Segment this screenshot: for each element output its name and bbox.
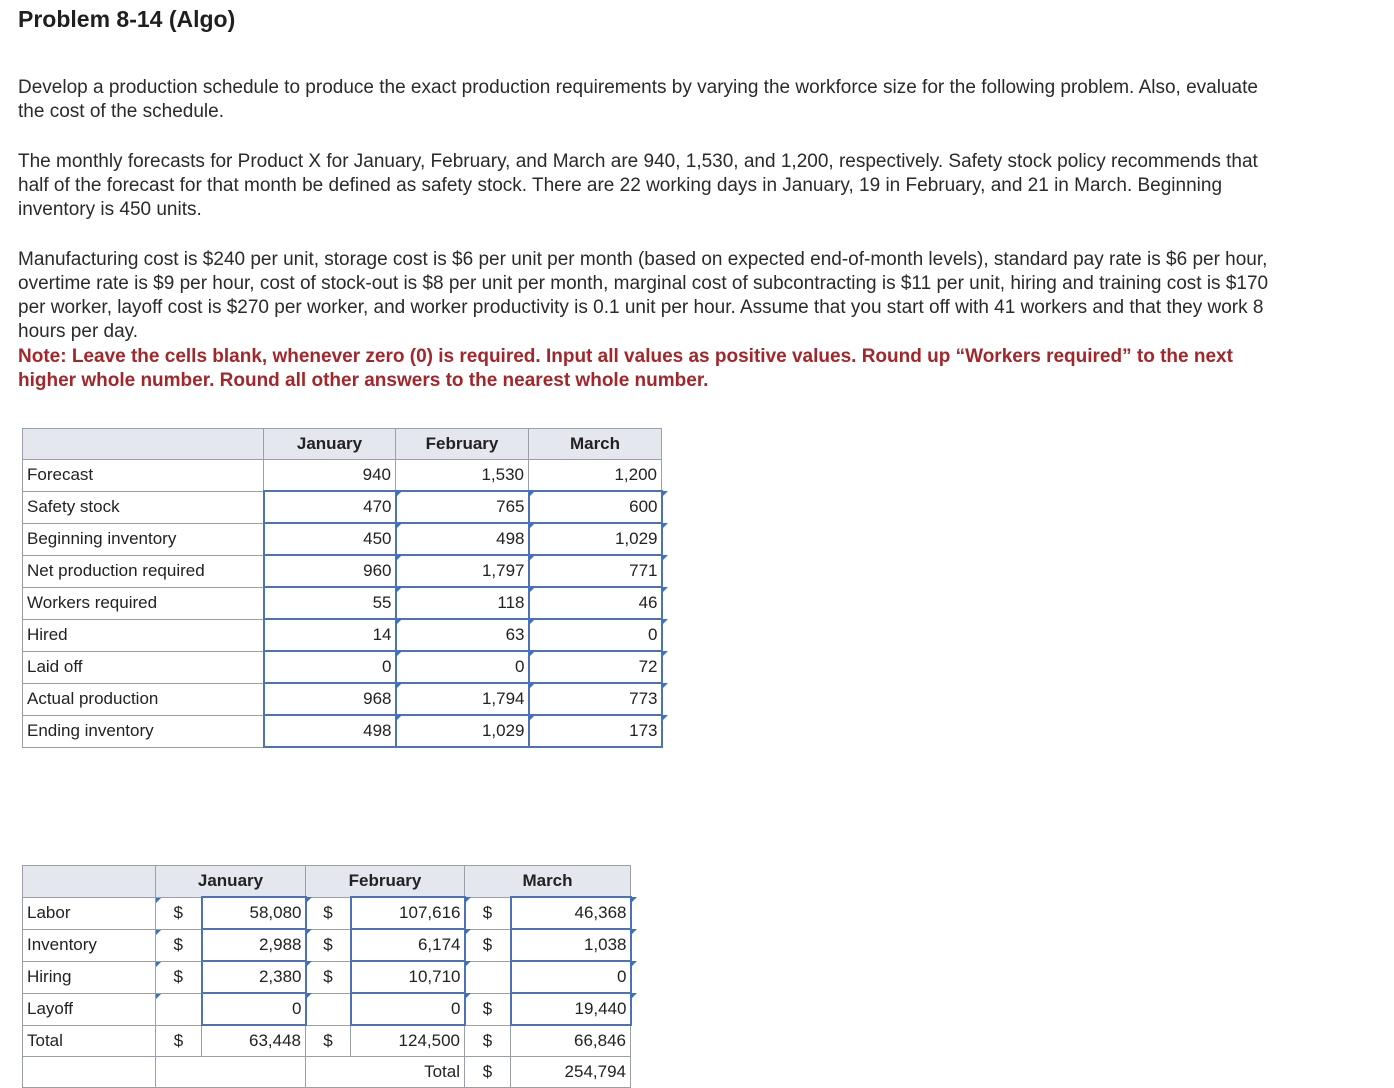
table-row: [23, 1025, 631, 1057]
table-row: [23, 715, 662, 747]
hired-march-input[interactable]: 0: [529, 619, 662, 651]
table-row: [23, 929, 631, 961]
row-label-forecast: Forecast: [23, 460, 264, 492]
row-label-laid-off: Laid off: [23, 651, 264, 683]
currency-symbol: $: [156, 929, 202, 961]
layoff-january-input[interactable]: 0: [202, 993, 306, 1025]
cost-header-january: January: [156, 866, 306, 898]
currency-symbol: $: [156, 1025, 202, 1057]
schedule-header-january: January: [264, 429, 396, 460]
laid-off-march-input[interactable]: 72: [529, 651, 662, 683]
total-march: 66,846: [511, 1025, 631, 1057]
workers-required-february-input[interactable]: 118: [396, 587, 529, 619]
currency-symbol: $: [306, 929, 351, 961]
schedule-header-blank: [23, 429, 264, 460]
ending-inventory-march-input[interactable]: 173: [529, 715, 662, 747]
cost-header-blank: [23, 866, 156, 898]
cost-header-row: [23, 866, 631, 898]
laid-off-january-input[interactable]: 0: [264, 651, 396, 683]
workers-required-january-input[interactable]: 55: [264, 587, 396, 619]
layoff-february-input[interactable]: 0: [351, 993, 465, 1025]
table-row: [23, 587, 662, 619]
currency-symbol: $: [306, 897, 351, 929]
beginning-inventory-january-input[interactable]: 450: [264, 523, 396, 555]
hired-february-input[interactable]: 63: [396, 619, 529, 651]
grand-total-value: 254,794: [511, 1057, 631, 1088]
table-row: [23, 683, 662, 715]
hiring-january-input[interactable]: 2,380: [202, 961, 306, 993]
currency-symbol: $: [465, 929, 511, 961]
table-row: [23, 555, 662, 587]
table-row: [23, 491, 662, 523]
problem-title: Problem 8-14 (Algo): [18, 6, 236, 32]
currency-symbol: $: [465, 993, 511, 1025]
hiring-february-input[interactable]: 10,710: [351, 961, 465, 993]
table-row: [23, 651, 662, 683]
cost-label-layoff: Layoff: [23, 993, 156, 1025]
currency-symbol: $: [306, 961, 351, 993]
net-production-january-input[interactable]: 960: [264, 555, 396, 587]
table-row: [23, 1057, 631, 1088]
table-row: [23, 961, 631, 993]
currency-cell-empty: [465, 961, 511, 993]
safety-stock-march-input[interactable]: 600: [529, 491, 662, 523]
currency-symbol: $: [306, 1025, 351, 1057]
forecast-january: 940: [264, 460, 396, 492]
ending-inventory-february-input[interactable]: 1,029: [396, 715, 529, 747]
table-row: [23, 460, 662, 492]
currency-symbol: $: [465, 897, 511, 929]
labor-january-input[interactable]: 58,080: [202, 897, 306, 929]
table-row: [23, 993, 631, 1025]
currency-symbol: $: [156, 961, 202, 993]
beginning-inventory-february-input[interactable]: 498: [396, 523, 529, 555]
schedule-header-march: March: [529, 429, 662, 460]
forecast-paragraph: The monthly forecasts for Product X for January, February, and March are 940, 1,530, and 1,200, respectively. Safety stock policy recommends that half of the forecast for that month be defined as safety stock. There are 22 working days in January, 19 in February, and 21 in March. Beginning inventory is 450 units.: [18, 151, 1258, 220]
inventory-january-input[interactable]: 2,988: [202, 929, 306, 961]
currency-cell-empty: [156, 993, 202, 1025]
note-text: Note: Leave the cells blank, whenever zero (0) is required. Input all values as positive values. Round up “Workers required” to the next higher whole number. Round all other answers to the nearest whole number.: [18, 346, 1233, 391]
table-row: [23, 523, 662, 555]
inventory-february-input[interactable]: 6,174: [351, 929, 465, 961]
cost-label-total: Total: [23, 1025, 156, 1057]
total-february: 124,500: [351, 1025, 465, 1057]
hired-january-input[interactable]: 14: [264, 619, 396, 651]
net-production-february-input[interactable]: 1,797: [396, 555, 529, 587]
schedule-table: [22, 428, 663, 748]
workers-required-march-input[interactable]: 46: [529, 587, 662, 619]
grand-total-label: Total: [306, 1057, 465, 1088]
row-label-safety-stock: Safety stock: [23, 491, 264, 523]
currency-cell-empty: [306, 993, 351, 1025]
currency-symbol: $: [465, 1025, 511, 1057]
grand-total-blank: [23, 1057, 156, 1088]
ending-inventory-january-input[interactable]: 498: [264, 715, 396, 747]
safety-stock-february-input[interactable]: 765: [396, 491, 529, 523]
currency-symbol: $: [156, 897, 202, 929]
inventory-march-input[interactable]: 1,038: [511, 929, 631, 961]
intro-paragraph: Develop a production schedule to produce the exact production requirements by varying the workforce size for the following problem. Also, evaluate the cost of the schedule.: [18, 77, 1258, 122]
safety-stock-january-input[interactable]: 470: [264, 491, 396, 523]
schedule-header-row: [23, 429, 662, 460]
row-label-workers-required: Workers required: [23, 587, 264, 619]
cost-label-inventory: Inventory: [23, 929, 156, 961]
hiring-march-input[interactable]: 0: [511, 961, 631, 993]
row-label-hired: Hired: [23, 619, 264, 651]
actual-production-february-input[interactable]: 1,794: [396, 683, 529, 715]
cost-label-labor: Labor: [23, 897, 156, 929]
labor-february-input[interactable]: 107,616: [351, 897, 465, 929]
row-label-ending-inventory: Ending inventory: [23, 715, 264, 747]
cost-header-february: February: [306, 866, 465, 898]
currency-symbol: $: [465, 1057, 511, 1088]
labor-march-input[interactable]: 46,368: [511, 897, 631, 929]
total-january: 63,448: [202, 1025, 306, 1057]
row-label-net-production: Net production required: [23, 555, 264, 587]
laid-off-february-input[interactable]: 0: [396, 651, 529, 683]
actual-production-march-input[interactable]: 773: [529, 683, 662, 715]
schedule-header-february: February: [396, 429, 529, 460]
net-production-march-input[interactable]: 771: [529, 555, 662, 587]
beginning-inventory-march-input[interactable]: 1,029: [529, 523, 662, 555]
cost-paragraph: Manufacturing cost is $240 per unit, storage cost is $6 per unit per month (based on expected end-of-month levels), standard pay rate is $6 per hour, overtime rate is $9 per hour, cost of stock-out is $8 per unit per month, marginal cost of subcontracting is $11 per unit, hiring and training cost is $170 per worker, layoff cost is $270 per worker, and worker productivity is 0.1 unit per hour. Assume that you start off with 41 workers and that they work 8 hours per day.: [18, 249, 1269, 342]
table-row: [23, 619, 662, 651]
cost-label-hiring: Hiring: [23, 961, 156, 993]
layoff-march-input[interactable]: 19,440: [511, 993, 631, 1025]
forecast-march: 1,200: [529, 460, 662, 492]
actual-production-january-input[interactable]: 968: [264, 683, 396, 715]
row-label-beginning-inventory: Beginning inventory: [23, 523, 264, 555]
cost-header-march: March: [465, 866, 631, 898]
row-label-actual-production: Actual production: [23, 683, 264, 715]
forecast-february: 1,530: [396, 460, 529, 492]
table-row: [23, 897, 631, 929]
grand-total-blank: [156, 1057, 306, 1088]
cost-table: [22, 865, 632, 1088]
